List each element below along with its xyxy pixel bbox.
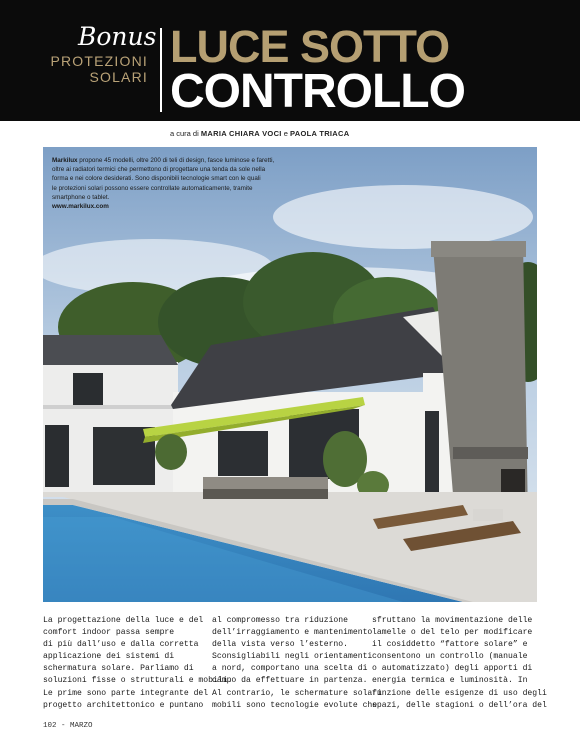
body-column-2 [212,615,382,712]
body-line: comfort indoor passa sempre [43,628,175,638]
headline-line-2: CONTROLLO [170,65,465,118]
kicker-line-2: SOLARI [89,69,148,85]
caption-brand: Markilux [52,157,78,164]
body-column-1 [43,615,233,712]
photo-caption [52,156,307,211]
caption-line-2: oltre ai radiatori termici che permettono di progettare una tenda da sole nella [52,166,266,174]
body-line: schermatura solare. Parliamo di [43,664,194,674]
byline-joiner: e [283,129,288,138]
byline-prefix: a cura di [170,129,199,138]
section-label: Bonus [78,22,157,51]
body-line: dell’irraggiamento e mantenimento [212,628,373,638]
body-line: il cosiddetto “fattore solare” e [372,640,528,650]
byline-author-1: MARIA CHIARA VOCI [200,129,282,138]
body-line: al compromesso tra riduzione [212,616,348,625]
body-line: campo da effettuare in partenza. [212,676,368,686]
body-line: La progettazione della luce e del [43,616,204,625]
body-line: a nord, comportano una scelta di [212,664,368,674]
body-line: funzione delle esigenze di uso degli [372,688,547,698]
body-line: spazi, delle stagioni o dell’ora del [372,700,547,710]
house-pool-photo [43,147,537,602]
body-column-3 [372,615,547,712]
body-line: sfruttano la movimentazione delle [372,616,533,625]
body-line: consentono un controllo (manuale [372,652,528,662]
caption-url[interactable]: www.markilux.com [52,203,109,211]
headline-line-1: LUCE SOTTO [170,21,450,72]
body-line: di più dall’uso e dalla corretta [43,640,199,650]
body-line: Al contrario, le schermature solari [212,688,382,698]
body-line: Le prime sono parte integrante del [43,688,209,698]
body-line: soluzioni fisse o strutturali e mobili. [43,676,233,686]
header-band [0,0,580,121]
body-line: applicazione dei sistemi di [43,652,175,662]
body-line: Sconsigliabili negli orientamenti [212,652,373,662]
caption-line-5: smartphone o tablet. [52,193,110,201]
body-line: progetto architettonico e puntano [43,700,204,710]
page-folio: 102 - MARZO [43,722,93,730]
body-line: lamelle o del telo per modificare [372,628,533,638]
body-line: energia termica e luminosità. In [372,676,528,686]
kicker-line-1: PROTEZIONI [50,53,148,69]
header-divider [160,28,162,112]
byline-author-2: PAOLA TRIACA [290,129,350,138]
byline [170,129,349,138]
body-line: o automatizzato) degli apporti di [372,664,533,674]
caption-line-4: le protezioni solari possono essere controllate automaticamente, tramite [52,184,253,192]
caption-line-3: forma e nei colore desiderati. Sono disponibili tecnologie smart con le quali [52,175,261,183]
body-line: della vista verso l’esterno. [212,640,348,650]
caption-line-1: propone 45 modelli, oltre 200 di teli di design, fasce luminose e faretti, [77,157,275,164]
section-kicker [40,53,148,85]
body-line: mobili sono tecnologie evolute che [212,700,378,710]
